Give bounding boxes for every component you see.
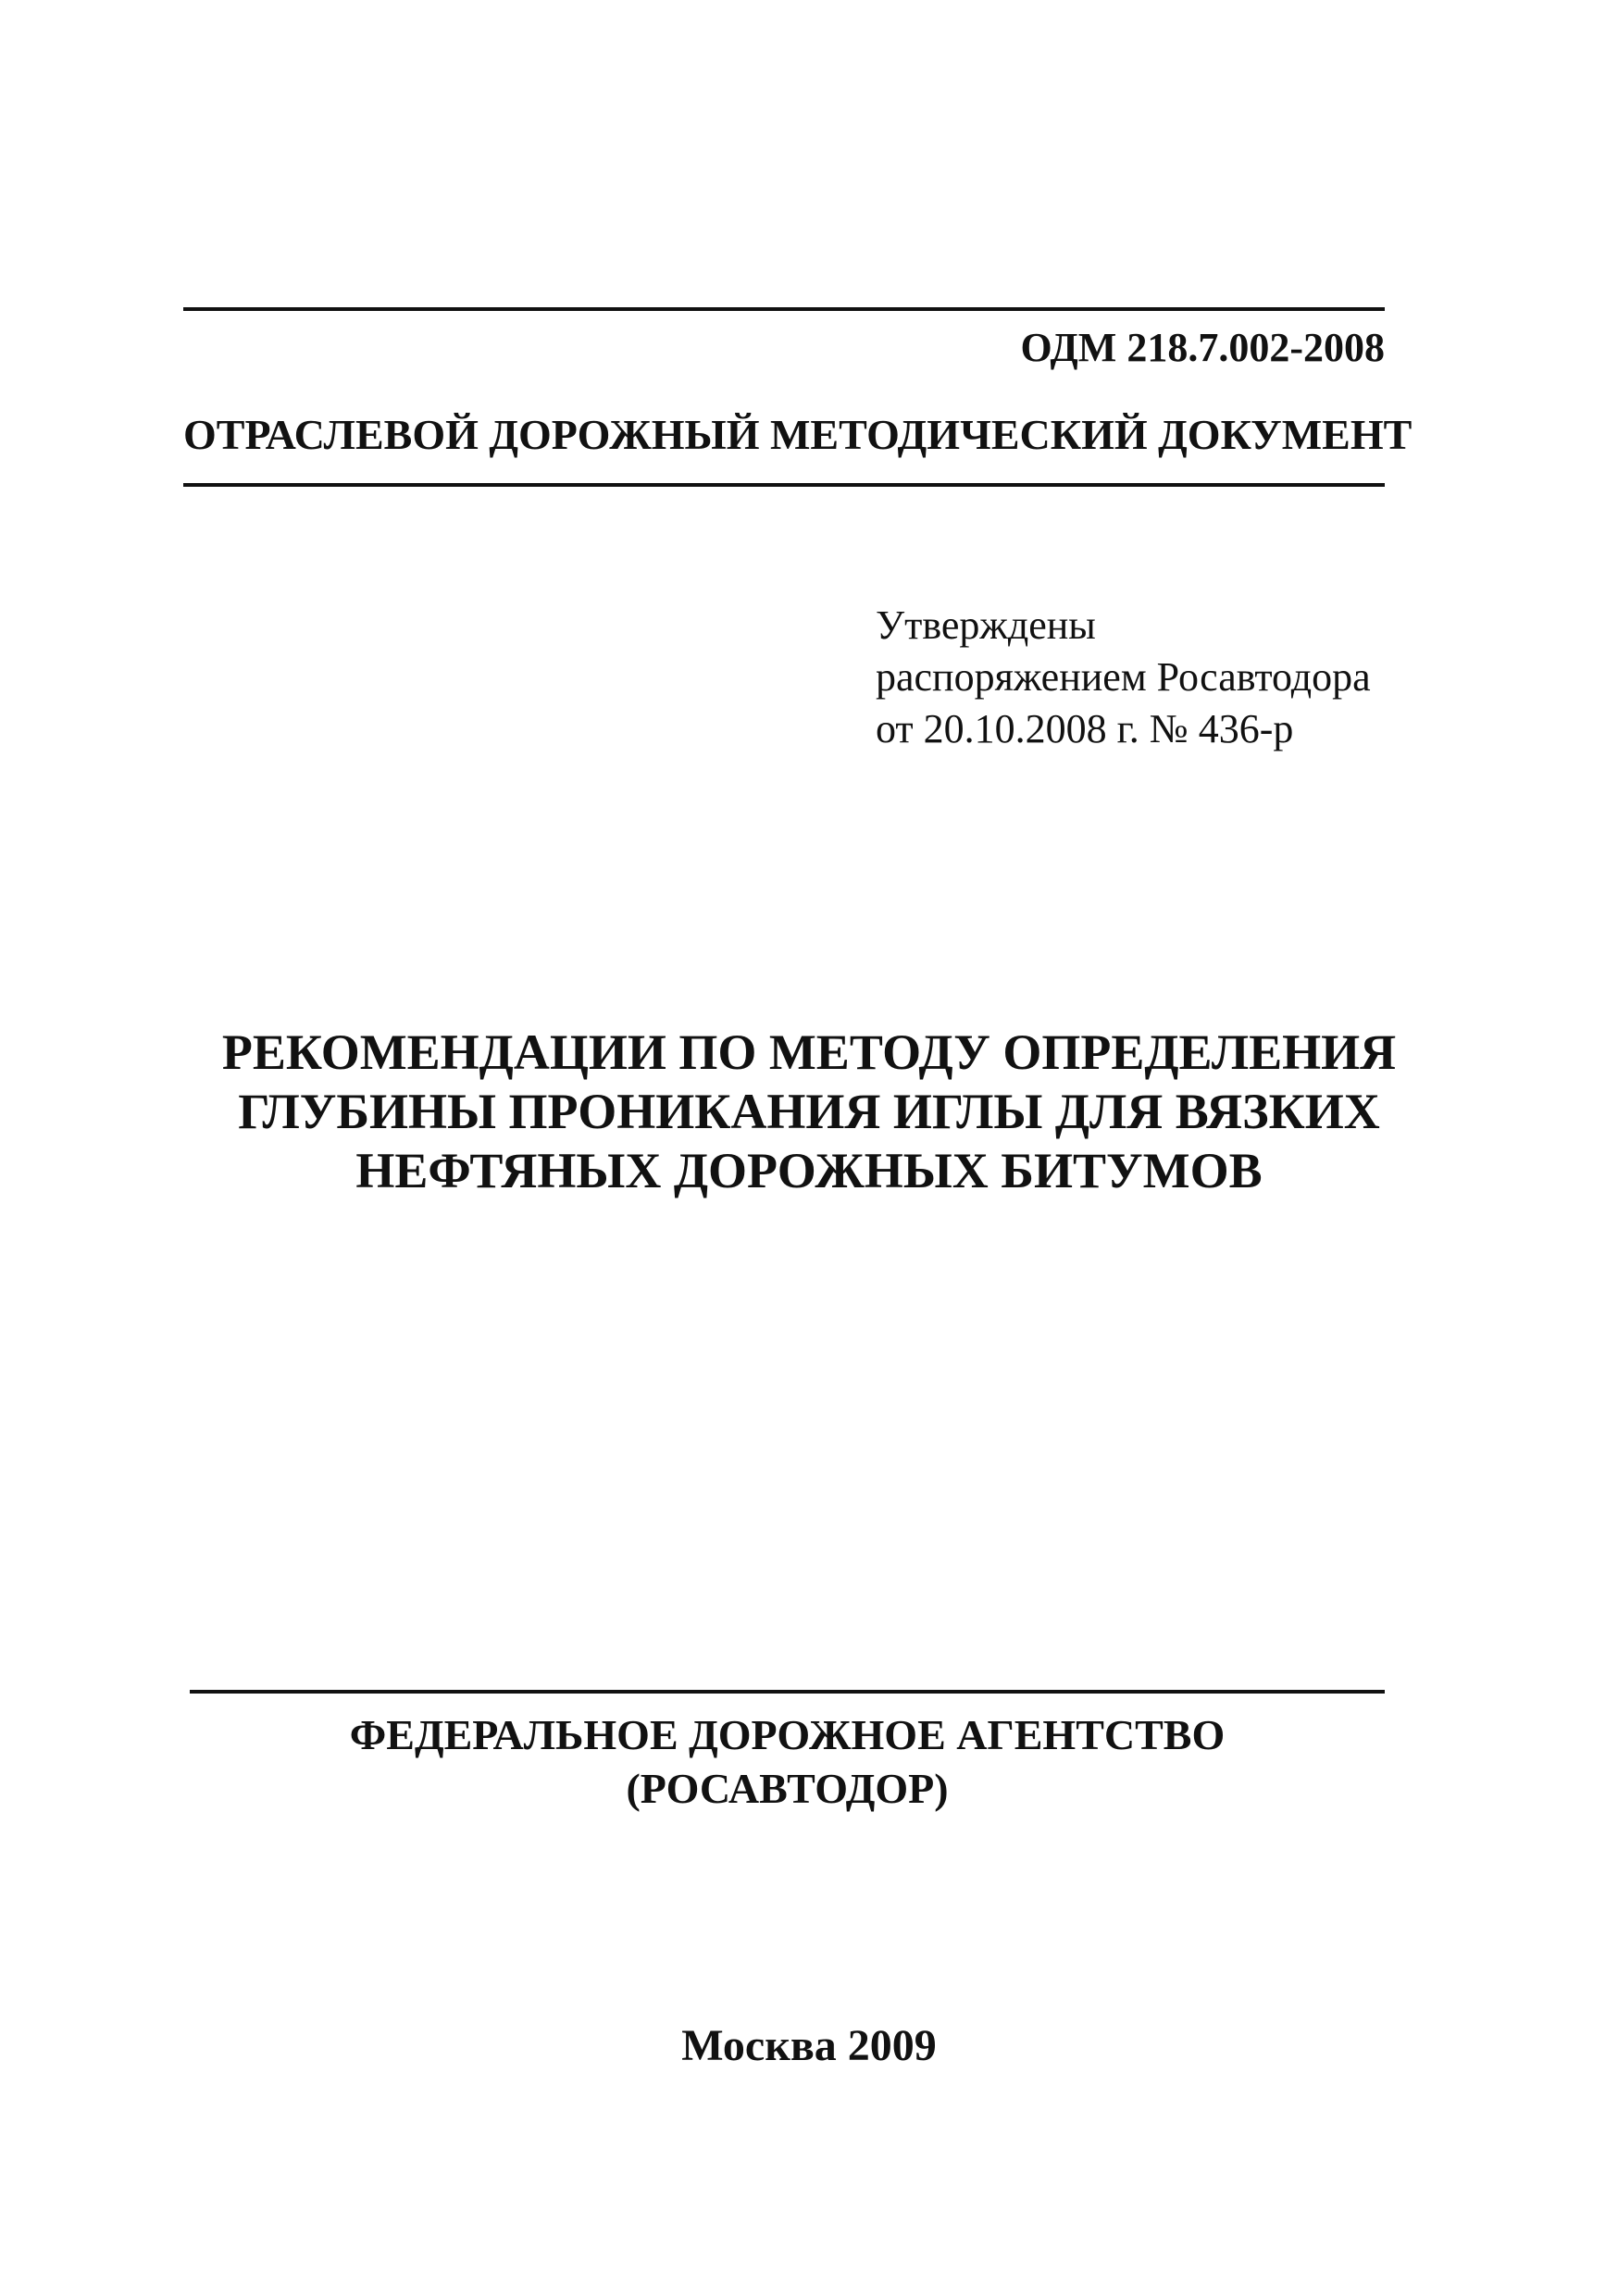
- top-divider: [183, 307, 1385, 311]
- document-type: ОТРАСЛЕВОЙ ДОРОЖНЫЙ МЕТОДИЧЕСКИЙ ДОКУМЕНТ: [183, 411, 1413, 458]
- header-divider: [183, 483, 1385, 487]
- approval-line: Утверждены: [876, 602, 1096, 648]
- agency-block: [190, 1708, 1385, 1816]
- title-line: ГЛУБИНЫ ПРОНИКАНИЯ ИГЛЫ ДЛЯ ВЯЗКИХ: [238, 1084, 1380, 1139]
- approval-block: [876, 600, 1371, 755]
- title-line: НЕФТЯНЫХ ДОРОЖНЫХ БИТУМОВ: [355, 1143, 1263, 1198]
- agency-name: ФЕДЕРАЛЬНОЕ ДОРОЖНОЕ АГЕНТСТВО: [349, 1711, 1226, 1758]
- approval-line: распоряжением Росавтодора: [876, 654, 1371, 700]
- city-year: Москва 2009: [681, 2021, 937, 2070]
- document-title: [139, 1023, 1479, 1200]
- agency-abbreviation: (РОСАВТОДОР): [626, 1765, 949, 1812]
- title-line: РЕКОМЕНДАЦИИ ПО МЕТОДУ ОПРЕДЕЛЕНИЯ: [221, 1024, 1397, 1080]
- approval-line: от 20.10.2008 г. № 436-р: [876, 706, 1294, 751]
- agency-divider: [190, 1690, 1385, 1694]
- document-code: ОДМ 218.7.002-2008: [1020, 325, 1385, 370]
